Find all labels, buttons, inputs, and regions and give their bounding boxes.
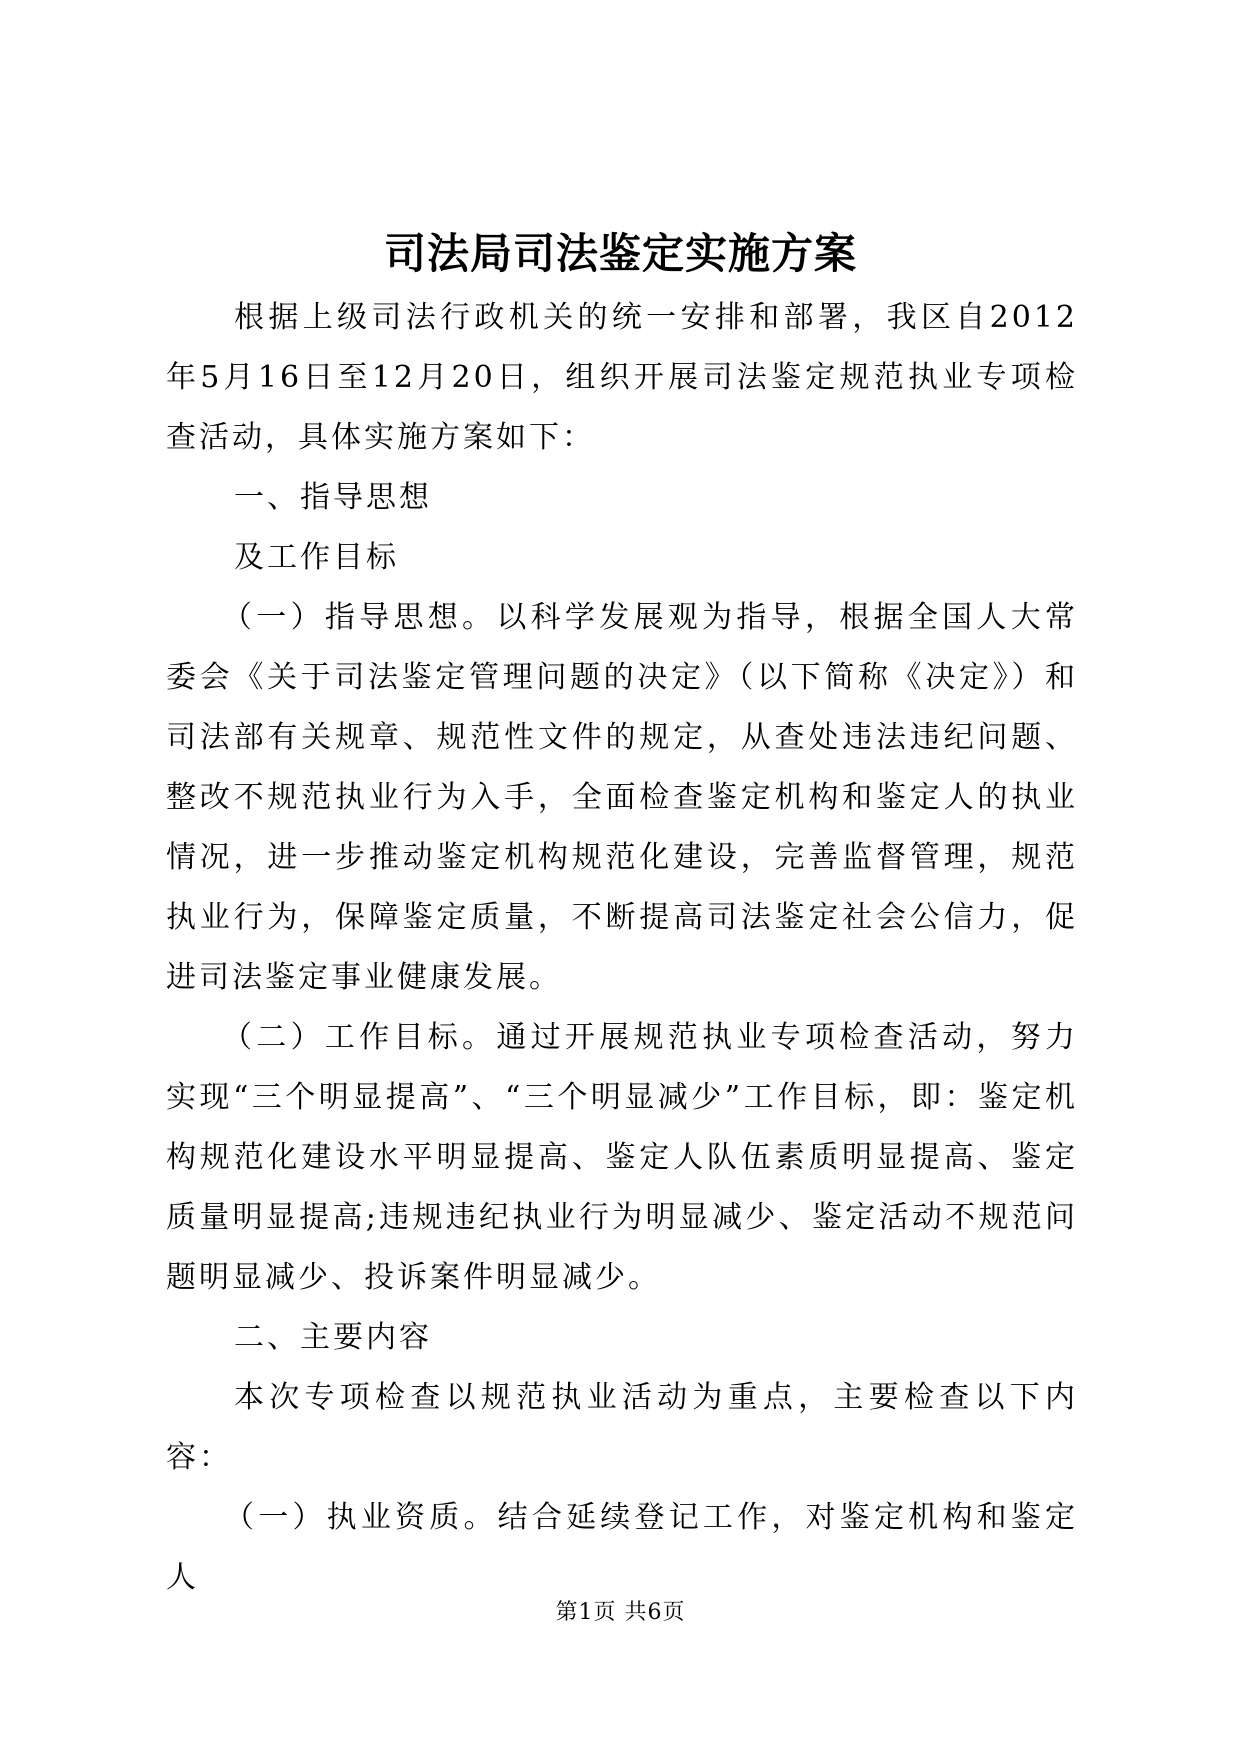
section-heading-work-goals: 及工作目标	[234, 540, 399, 575]
intro-paragraph: 根据上级司法行政机关的统一安排和部署，我区自2012年5月16日至12月20日，组织开展司法鉴定规范执业专项检查活动，具体实施方案如下：	[166, 300, 1078, 455]
document-body	[166, 288, 1078, 1608]
page-footer: 第1页 共6页	[555, 1600, 686, 1625]
main-content-intro-paragraph: 本次专项检查以规范执业活动为重点，主要检查以下内容：	[166, 1380, 1078, 1475]
qualification-paragraph: （一）执业资质。结合延续登记工作，对鉴定机构和鉴定人	[166, 1500, 1078, 1595]
section-heading-guiding-thought: 一、指导思想	[234, 480, 432, 515]
document-title: 司法局司法鉴定实施方案	[383, 229, 857, 278]
section-heading-main-content: 二、主要内容	[234, 1320, 432, 1355]
work-goals-paragraph: （二）工作目标。通过开展规范执业专项检查活动，努力实现“三个明显提高”、“三个明显减少”工作目标，即：鉴定机构规范化建设水平明显提高、鉴定人队伍素质明显提高、鉴定质量明显提高;违规违纪执业行为明显减少、鉴定活动不规范问题明显减少、投诉案件明显减少。	[166, 1020, 1078, 1295]
guiding-thought-paragraph: （一）指导思想。以科学发展观为指导，根据全国人大常委会《关于司法鉴定管理问题的决定》（以下简称《决定》）和司法部有关规章、规范性文件的规定，从查处违法违纪问题、整改不规范执业行为入手，全面检查鉴定机构和鉴定人的执业情况，进一步推动鉴定机构规范化建设，完善监督管理，规范执业行为，保障鉴定质量，不断提高司法鉴定社会公信力，促进司法鉴定事业健康发展。	[166, 600, 1078, 995]
